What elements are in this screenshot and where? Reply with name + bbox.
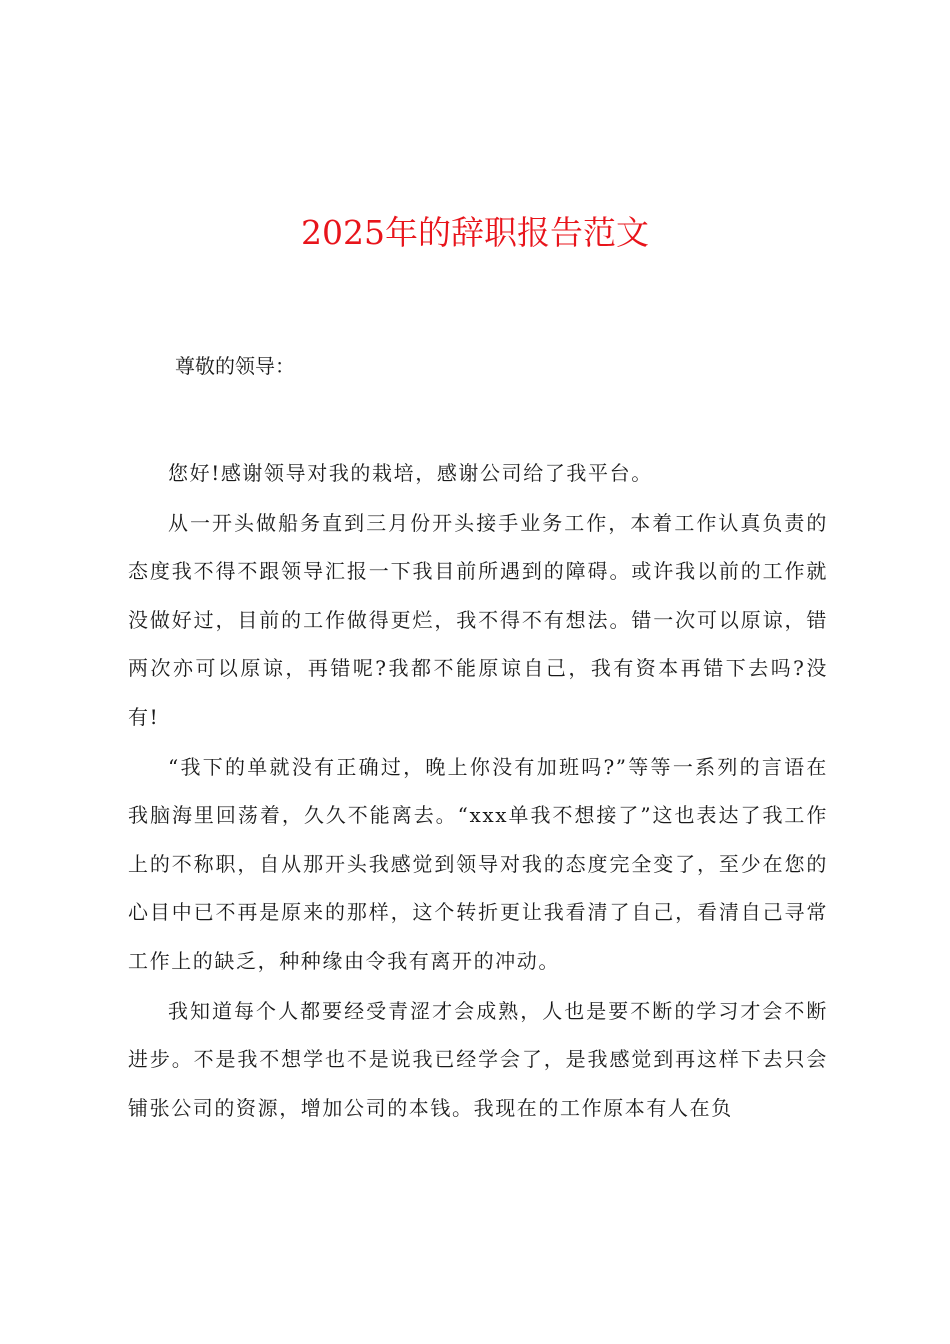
paragraph-learning: 我知道每个人都要经受青涩才会成熟，人也是要不断的学习才会不断进步。不是我不想学也不是说我已经学会了，是我感觉到再这样下去只会铺张公司的资源，增加公司的本钱。我现在的工作原本有人在负	[128, 998, 828, 1120]
salutation: 尊敬的领导：	[175, 354, 295, 378]
document-body	[128, 449, 828, 1133]
paragraph-greeting: 您好!感谢领导对我的栽培，感谢公司给了我平台。	[168, 461, 653, 485]
paragraph-leader-words: “我下的单就没有正确过，晚上你没有加班吗?”等等一系列的言语在我脑海里回荡着，久久不能离去。“xxx单我不想接了”这也表达了我工作上的不称职，自从那开头我感觉到领导对我的态度完全变了，至少在您的心目中已不再是原来的那样，这个转折更让我看清了自己，看清自己寻常工作上的缺乏，种种缘由令我有离开的冲动。	[128, 754, 828, 973]
paragraph-work-history: 从一开头做船务直到三月份开头接手业务工作，本着工作认真负责的态度我不得不跟领导汇报一下我目前所遇到的障碍。或许我以前的工作就没做好过，目前的工作做得更烂，我不得不有想法。错一次可以原谅，错两次亦可以原谅，再错呢?我都不能原谅自己，我有资本再错下去吗?没有!	[128, 510, 828, 729]
document-title: 2025年的辞职报告范文	[301, 213, 649, 252]
